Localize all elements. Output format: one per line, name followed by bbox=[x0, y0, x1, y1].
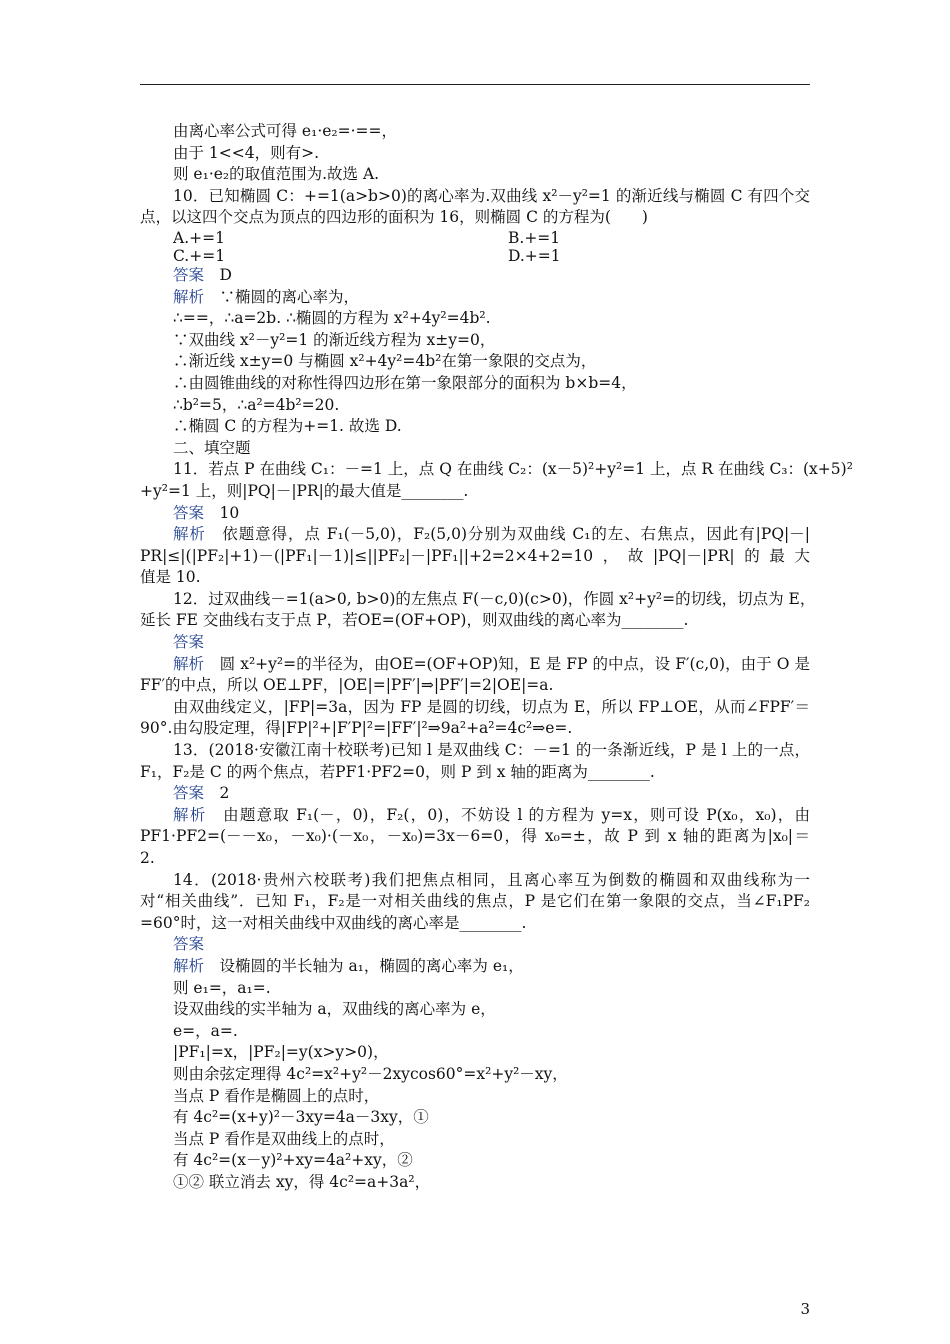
text-line: 14．(2018·贵州六校联考)我们把焦点相同，且离心率互为倒数的椭圆和双曲线称为一 bbox=[173, 870, 810, 889]
text-line: 11．若点 P 在曲线 C₁：－=1 上，点 Q 在曲线 C₂：(x－5)²+y²=1 上，点 R 在曲线 C₃：(x+5)² bbox=[173, 460, 853, 479]
options-row bbox=[173, 247, 810, 265]
page-number: 3 bbox=[800, 1300, 810, 1318]
text-line: ∴b²=5，∴a²=4b²=20. bbox=[173, 395, 340, 414]
answer-label: 答案 bbox=[173, 935, 205, 954]
text-line: F₁，F₂是 C 的两个焦点，若PF1·PF2=0，则 P 到 x 轴的距离为________. bbox=[140, 762, 655, 781]
answer-label: 解析 bbox=[173, 525, 206, 544]
answer-line bbox=[173, 805, 810, 827]
text-line: 则 e₁·e₂的取值范围为.故选 A. bbox=[173, 165, 380, 184]
answer-line bbox=[173, 287, 810, 309]
text-line: ①② 联立消去 xy，得 4c²=a+3a²， bbox=[173, 1172, 431, 1191]
text-line: 对“相关曲线”．已知 F₁，F₂是一对相关曲线的焦点，P 是它们在第一象限的交点，当∠F₁PF₂ bbox=[140, 892, 810, 911]
text-line: PR|≤|(|PF₂|+1)－(|PF₁|－1)|≤||PF₂|－|PF₁||+2=2×4+2=10，故|PQ|－|PR|的最大 bbox=[140, 546, 810, 565]
answer-label: 答案 bbox=[173, 633, 205, 652]
text-line: ∴由圆锥曲线的对称性得四边形在第一象限部分的面积为 b×b=4， bbox=[173, 373, 637, 392]
answer-text: 圆 x²+y²=的半径为，由OE=(OF+OP)知，E 是 FP 的中点，设 F′(c,0)，由于 O 是 bbox=[204, 654, 810, 673]
text-line: =60°时，这一对相关曲线中双曲线的离心率是________. bbox=[140, 913, 527, 932]
text-line: |PF₁|=x，|PF₂|=y(x>y>0)， bbox=[173, 1043, 389, 1062]
answer-label: 解析 bbox=[173, 956, 205, 975]
text-line: ∵双曲线 x²－y²=1 的渐近线方程为 x±y=0， bbox=[173, 330, 496, 349]
answer-label: 答案 bbox=[173, 503, 205, 522]
text-line: e=，a=. bbox=[173, 1021, 238, 1040]
answer-line bbox=[173, 783, 810, 805]
answer-text: 10 bbox=[204, 503, 240, 522]
text-line: 则 e₁=，a₁=. bbox=[173, 978, 271, 997]
text-line: 当点 P 看作是椭圆上的点时， bbox=[173, 1086, 380, 1105]
answer-line bbox=[173, 632, 810, 654]
text-line: 13．(2018·安徽江南十校联考)已知 l 是双曲线 C：－=1 的一条渐近线，P 是 l 上的一点， bbox=[173, 741, 810, 760]
option-left: A.+=1 bbox=[173, 228, 225, 247]
answer-line bbox=[173, 654, 810, 676]
answer-text: 2 bbox=[204, 784, 230, 803]
answer-text: 设椭圆的半长轴为 a₁，椭圆的离心率为 e₁， bbox=[204, 956, 524, 975]
answer-label: 解析 bbox=[173, 654, 205, 673]
text-line: ∴椭圆 C 的方程为+=1. 故选 D. bbox=[173, 417, 402, 436]
option-right: D.+=1 bbox=[508, 246, 561, 265]
text-line: 2. bbox=[140, 849, 155, 867]
answer-text: 由题意取 F₁(－，0)，F₂(，0)，不妨设 l 的方程为 y=x，则可设 P(x₀，x₀)，由 bbox=[206, 805, 810, 824]
text-line: +y²=1 上，则|PQ|－|PR|的最大值是________. bbox=[140, 481, 469, 500]
option-right: B.+=1 bbox=[508, 228, 561, 247]
body-text bbox=[0, 121, 950, 1194]
text-line: 12．过双曲线－=1(a>0, b>0)的左焦点 F(－c,0)(c>0)，作圆 x²+y²=的切线，切点为 E， bbox=[173, 589, 816, 608]
options-row bbox=[173, 229, 810, 247]
text-line: 点，以这四个交点为顶点的四边形的面积为 16，则椭圆 C 的方程为( ) bbox=[140, 208, 648, 227]
text-line: 当点 P 看作是双曲线上的点时， bbox=[173, 1129, 395, 1148]
answer-line bbox=[173, 503, 810, 525]
text-line: 90°.由勾股定理，得|FP|²+|F′P|²=|FF′|²⇒9a²+a²=4c²⇒e=. bbox=[140, 719, 573, 738]
header-rule bbox=[140, 84, 810, 85]
text-line: FF′的中点，所以 OE⊥PF，|OE|=|PF′|⇒|PF′|=2|OE|=a. bbox=[140, 676, 554, 695]
text-line: 延长 FE 交曲线右支于点 P，若OE=(OF+OP)，则双曲线的离心率为________. bbox=[140, 611, 689, 630]
text-line: 则由余弦定理得 4c²=x²+y²－2xycos60°=x²+y²－xy， bbox=[173, 1064, 568, 1083]
text-line: 由离心率公式可得 e₁·e₂=·==， bbox=[173, 122, 398, 140]
answer-label: 解析 bbox=[173, 287, 205, 306]
text-line: 值是 10. bbox=[140, 568, 201, 587]
answer-text: ∵椭圆的离心率为， bbox=[204, 287, 360, 306]
answer-label: 解析 bbox=[173, 805, 207, 824]
text-line: 二、填空题 bbox=[173, 438, 251, 457]
answer-text: 依题意得，点 F₁(－5,0)，F₂(5,0)分别为双曲线 C₁的左、右焦点，因此有|PQ|－| bbox=[205, 525, 810, 544]
option-left: C.+=1 bbox=[173, 246, 226, 265]
text-line: 由于 1<<4，则有>. bbox=[173, 143, 320, 162]
text-line: 有 4c²=(x+y)²－3xy=4a－3xy，① bbox=[173, 1108, 429, 1127]
text-line: 有 4c²=(x－y)²+xy=4a²+xy，② bbox=[173, 1151, 413, 1170]
answer-label: 答案 bbox=[173, 784, 205, 803]
answer-text: D bbox=[204, 265, 232, 284]
text-line: ∴==，∴a=2b. ∴椭圆的方程为 x²+4y²=4b². bbox=[173, 309, 491, 328]
answer-label: 答案 bbox=[173, 265, 205, 284]
answer-line bbox=[173, 934, 810, 956]
text-line: 10．已知椭圆 C：+=1(a>b>0)的离心率为.双曲线 x²－y²=1 的渐近线与椭圆 C 有四个交 bbox=[173, 186, 810, 205]
answer-line bbox=[173, 524, 810, 546]
text-line: 由双曲线定义，|FP|=3a，因为 FP 是圆的切线，切点为 E，所以 FP⊥OE，从而∠FPF′＝ bbox=[173, 697, 810, 716]
answer-line bbox=[173, 265, 810, 287]
text-line: PF1·PF2=(－－x₀，－x₀)·(－x₀，－x₀)=3x－6=0，得 x₀=±，故 P 到 x 轴的距离为|x₀|＝ bbox=[140, 827, 810, 846]
text-line: 设双曲线的实半轴为 a，双曲线的离心率为 e， bbox=[173, 1000, 496, 1019]
answer-line bbox=[173, 956, 810, 978]
text-line: ∴渐近线 x±y=0 与椭圆 x²+4y²=4b²在第一象限的交点为， bbox=[173, 352, 597, 371]
